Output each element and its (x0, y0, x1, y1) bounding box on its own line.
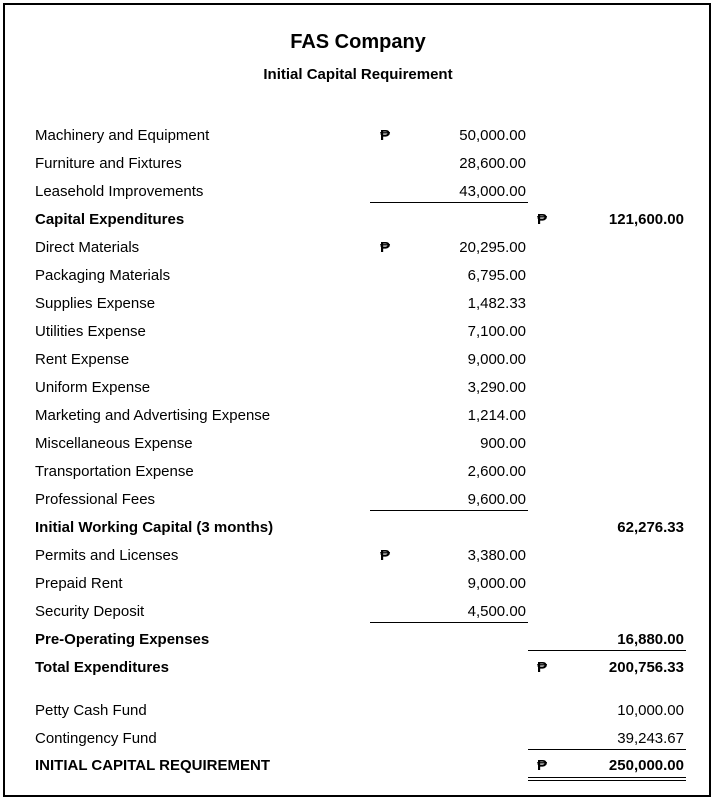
row-total: 16,880.00 (617, 631, 684, 648)
currency-symbol: ₱ (380, 239, 391, 256)
row-label: Supplies Expense (35, 295, 156, 312)
table-row (0, 430, 716, 458)
row-label: Pre-Operating Expenses (35, 631, 210, 648)
row-amount: 2,600.00 (467, 463, 526, 480)
table-row (0, 206, 716, 234)
row-amount: 9,000.00 (467, 351, 526, 368)
currency-symbol: ₱ (537, 757, 548, 774)
row-label: Permits and Licenses (35, 547, 179, 564)
currency-symbol: ₱ (380, 547, 391, 564)
table-row (0, 486, 716, 514)
row-amount: 28,600.00 (459, 155, 526, 172)
row-label: Professional Fees (35, 491, 156, 508)
row-amount: 7,100.00 (467, 323, 526, 340)
table-row (0, 697, 716, 725)
row-amount: 9,600.00 (467, 491, 526, 508)
table-row (0, 290, 716, 318)
underline-rule (528, 650, 686, 651)
table-row (0, 598, 716, 626)
table-row (0, 346, 716, 374)
row-label: Utilities Expense (35, 323, 146, 340)
row-label: Initial Working Capital (3 months) (35, 519, 274, 536)
table-row (0, 262, 716, 290)
row-amount: 900.00 (480, 435, 526, 452)
row-label: Security Deposit (35, 603, 145, 620)
row-total: 10,000.00 (617, 702, 684, 719)
table-row (0, 374, 716, 402)
row-label: INITIAL CAPITAL REQUIREMENT (35, 757, 271, 774)
table-row (0, 178, 716, 206)
row-label: Capital Expenditures (35, 211, 185, 228)
table-row (0, 318, 716, 346)
table-row (0, 542, 716, 570)
underline-rule (528, 749, 686, 750)
row-total: 62,276.33 (617, 519, 684, 536)
table-row (0, 150, 716, 178)
underline-rule (528, 777, 686, 778)
row-amount: 1,482.33 (467, 295, 526, 312)
underline-rule (528, 780, 686, 781)
row-label: Machinery and Equipment (35, 127, 210, 144)
row-total: 250,000.00 (608, 757, 684, 774)
report-title: Initial Capital Requirement (263, 66, 453, 83)
table-row (0, 458, 716, 486)
row-amount: 3,380.00 (467, 547, 526, 564)
row-label: Marketing and Advertising Expense (35, 407, 271, 424)
table-row (0, 122, 716, 150)
table-row (0, 654, 716, 682)
row-label: Miscellaneous Expense (35, 435, 193, 452)
row-total: 39,243.67 (617, 730, 684, 747)
row-label: Prepaid Rent (35, 575, 123, 592)
row-label: Direct Materials (35, 239, 140, 256)
row-label: Packaging Materials (35, 267, 171, 284)
currency-symbol: ₱ (380, 127, 391, 144)
row-total: 121,600.00 (608, 211, 684, 228)
currency-symbol: ₱ (537, 659, 548, 676)
currency-symbol: ₱ (537, 211, 548, 228)
row-label: Furniture and Fixtures (35, 155, 182, 172)
company-name: FAS Company (290, 31, 426, 53)
underline-rule (370, 510, 528, 511)
table-row (0, 514, 716, 542)
row-label: Uniform Expense (35, 379, 151, 396)
underline-rule (370, 622, 528, 623)
row-label: Leasehold Improvements (35, 183, 204, 200)
row-label: Contingency Fund (35, 730, 157, 747)
row-label: Rent Expense (35, 351, 130, 368)
row-label: Total Expenditures (35, 659, 169, 676)
row-amount: 50,000.00 (459, 127, 526, 144)
table-row (0, 752, 716, 780)
row-amount: 20,295.00 (459, 239, 526, 256)
table-row (0, 402, 716, 430)
row-label: Transportation Expense (35, 463, 194, 480)
row-amount: 9,000.00 (467, 575, 526, 592)
underline-rule (370, 202, 528, 203)
row-amount: 43,000.00 (459, 183, 526, 200)
row-label: Petty Cash Fund (35, 702, 147, 719)
row-amount: 1,214.00 (467, 407, 526, 424)
table-row (0, 234, 716, 262)
row-amount: 6,795.00 (467, 267, 526, 284)
row-total: 200,756.33 (608, 659, 684, 676)
row-amount: 3,290.00 (467, 379, 526, 396)
row-amount: 4,500.00 (467, 603, 526, 620)
table-row (0, 570, 716, 598)
